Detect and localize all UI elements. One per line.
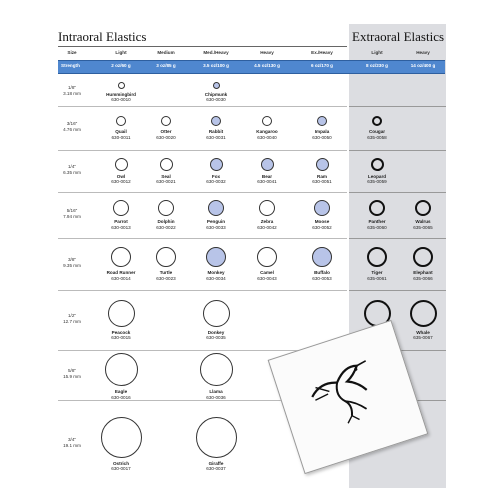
elastic-code: 630-0053 bbox=[312, 275, 332, 281]
elastic-name: Buffalo bbox=[314, 270, 330, 275]
elastic-code: 635-0067 bbox=[413, 335, 433, 341]
elastic-code: 630-0017 bbox=[111, 466, 131, 472]
elastic-ring bbox=[369, 200, 385, 216]
elastic-name: Eagle bbox=[114, 389, 128, 394]
elastic-ring bbox=[115, 158, 128, 171]
row-divider bbox=[349, 290, 446, 291]
elastic-name: Impala bbox=[314, 129, 330, 134]
size-mm: 15.9 mm bbox=[63, 374, 81, 379]
elastic-label bbox=[156, 219, 175, 230]
elastic-label bbox=[107, 270, 136, 281]
extraoral-title: Extraoral Elastics bbox=[352, 29, 445, 44]
elastic-label bbox=[111, 389, 130, 400]
elastic-ring bbox=[213, 82, 220, 89]
elastic-label bbox=[257, 219, 276, 230]
elastic-name: Rabbit bbox=[208, 129, 224, 134]
elastic-code: 630-0012 bbox=[111, 179, 131, 185]
elastic-name: Dolphin bbox=[157, 219, 175, 224]
elastic-name: Giraffe bbox=[208, 460, 224, 466]
row-divider bbox=[349, 106, 446, 107]
elastic-code: 635-0060 bbox=[367, 224, 387, 230]
elastic-label bbox=[206, 389, 225, 400]
column-header: Heavy bbox=[416, 50, 430, 55]
elastic-name: Elephant bbox=[413, 270, 433, 275]
elastic-code: 635-0058 bbox=[367, 134, 387, 140]
row-divider bbox=[58, 238, 347, 239]
elastic-name: Kangaroo bbox=[256, 129, 278, 134]
elastic-ring bbox=[158, 200, 174, 216]
elastic-code: 630-0051 bbox=[312, 179, 332, 185]
elastic-ring bbox=[314, 200, 330, 216]
elastic-ring bbox=[262, 116, 272, 126]
elastic-ring bbox=[118, 82, 125, 89]
elastic-code: 635-0065 bbox=[413, 224, 433, 230]
elastic-label bbox=[413, 219, 432, 230]
strength-value: 3.5 oz/100 g bbox=[203, 63, 229, 68]
elastic-ring bbox=[113, 200, 129, 216]
elastic-name: Seal bbox=[161, 173, 171, 179]
elastic-label bbox=[413, 330, 432, 341]
size-label bbox=[58, 313, 86, 325]
elastic-name: Leopard bbox=[367, 173, 387, 179]
elastic-name: Parrot bbox=[114, 219, 128, 224]
elastic-code: 630-0032 bbox=[206, 179, 226, 185]
size-mm: 19.1 mm bbox=[63, 443, 81, 448]
column-header: Size bbox=[67, 50, 77, 55]
elastic-ring bbox=[316, 158, 329, 171]
elastic-name: Whale bbox=[416, 329, 430, 335]
column-header: Ex./Heavy bbox=[311, 50, 333, 55]
elastic-label bbox=[205, 92, 227, 103]
elastic-label bbox=[257, 174, 276, 185]
elastic-name: Road Runner bbox=[106, 270, 136, 275]
elastic-code: 630-0014 bbox=[111, 275, 131, 281]
elastic-ring bbox=[317, 116, 327, 126]
elastic-label bbox=[156, 174, 175, 185]
elastic-ring bbox=[259, 200, 275, 216]
elastic-label bbox=[312, 129, 331, 140]
elastic-ring bbox=[257, 247, 277, 267]
size-mm: 9.35 mm bbox=[63, 263, 81, 268]
column-header: Heavy bbox=[260, 50, 274, 55]
elastic-ring bbox=[196, 417, 237, 458]
elastic-ring bbox=[413, 247, 433, 267]
elastic-ring bbox=[371, 158, 384, 171]
size-label bbox=[58, 164, 86, 176]
elastic-label bbox=[312, 219, 331, 230]
size-inch: 5/8" bbox=[67, 368, 77, 373]
elastic-code: 630-0037 bbox=[206, 466, 226, 472]
elastic-name: Penguin bbox=[206, 219, 226, 224]
size-label bbox=[58, 257, 86, 269]
elastic-label bbox=[111, 129, 130, 140]
size-mm: 3.18 mm bbox=[63, 91, 81, 96]
elastic-ring bbox=[105, 353, 138, 386]
elastic-name: Peacock bbox=[111, 329, 131, 335]
elastic-code: 630-0031 bbox=[206, 134, 226, 140]
elastic-label bbox=[367, 270, 386, 281]
column-header: Med./Heavy bbox=[203, 50, 229, 55]
size-inch: 3/8" bbox=[67, 257, 77, 262]
size-inch: 3/4" bbox=[67, 437, 77, 442]
size-label bbox=[58, 121, 86, 133]
elastic-ring bbox=[203, 300, 230, 327]
elastic-label bbox=[312, 270, 331, 281]
size-inch: 1/4" bbox=[67, 164, 77, 169]
elastic-ring bbox=[367, 247, 387, 267]
elastic-code: 630-0011 bbox=[111, 134, 131, 140]
elastic-code: 630-0022 bbox=[156, 224, 176, 230]
elastic-label bbox=[206, 129, 225, 140]
strength-value: 4.5 oz/130 g bbox=[254, 63, 280, 68]
elastic-name: Bear bbox=[261, 173, 273, 179]
size-mm: 7.94 mm bbox=[63, 214, 81, 219]
row-divider bbox=[58, 106, 347, 107]
elastic-code: 630-0010 bbox=[111, 97, 131, 103]
strength-label: Strength bbox=[61, 63, 80, 68]
elastic-label bbox=[413, 270, 432, 281]
elastic-name: Ram bbox=[317, 173, 327, 179]
size-inch: 1/8" bbox=[67, 85, 77, 90]
size-mm: 4.76 mm bbox=[63, 127, 81, 132]
elastic-code: 630-0040 bbox=[257, 134, 277, 140]
column-header: Light bbox=[371, 50, 383, 55]
row-divider bbox=[349, 192, 446, 193]
elastic-ring bbox=[210, 158, 223, 171]
elastic-name: Fox bbox=[211, 173, 221, 179]
elastic-code: 630-0021 bbox=[156, 179, 176, 185]
elastic-code: 630-0016 bbox=[111, 394, 131, 400]
elastic-code: 630-0034 bbox=[206, 275, 226, 281]
elastic-code: 630-0043 bbox=[257, 275, 277, 281]
elastic-ring bbox=[415, 200, 431, 216]
elastic-code: 630-0042 bbox=[257, 224, 277, 230]
elastic-label bbox=[206, 461, 225, 472]
elastic-label bbox=[367, 129, 386, 140]
elastic-code: 635-0059 bbox=[367, 179, 387, 185]
elastic-ring bbox=[111, 247, 131, 267]
elastic-label bbox=[156, 129, 175, 140]
elastic-label bbox=[367, 219, 386, 230]
elastic-label bbox=[257, 270, 276, 281]
elastic-ring bbox=[160, 158, 173, 171]
elastic-code: 630-0030 bbox=[206, 97, 226, 103]
size-inch: 3/16" bbox=[66, 121, 78, 126]
elastic-name: Moose bbox=[314, 219, 330, 224]
size-label bbox=[58, 368, 86, 380]
elastic-name: Hummingbird bbox=[106, 91, 136, 97]
elastic-ring bbox=[312, 247, 332, 267]
column-header: Light bbox=[115, 50, 127, 55]
elastic-ring bbox=[208, 200, 224, 216]
elastic-ring bbox=[116, 116, 126, 126]
intraoral-title: Intraoral Elastics bbox=[58, 29, 147, 44]
size-inch: 5/16" bbox=[66, 208, 78, 213]
elastic-name: Cougar bbox=[368, 129, 386, 134]
elastic-code: 630-0035 bbox=[206, 335, 226, 341]
elastic-name: Otter bbox=[160, 129, 172, 134]
elastic-ring bbox=[410, 300, 437, 327]
elastic-code: 630-0036 bbox=[206, 394, 226, 400]
strength-value: 8 oz/230 g bbox=[366, 63, 388, 68]
elastic-ring bbox=[261, 158, 274, 171]
size-inch: 1/2" bbox=[67, 313, 77, 318]
column-header: Medium bbox=[157, 50, 175, 55]
elastic-code: 630-0023 bbox=[156, 275, 176, 281]
elastic-name: Turtle bbox=[159, 270, 173, 275]
row-divider bbox=[349, 238, 446, 239]
elastic-label bbox=[206, 270, 225, 281]
elastic-name: Camel bbox=[260, 270, 274, 275]
elastic-label bbox=[111, 330, 130, 341]
elastic-ring bbox=[200, 353, 233, 386]
elastic-name: Quail bbox=[115, 129, 127, 134]
elastic-name: Walrus bbox=[415, 219, 431, 224]
elastic-code: 635-0066 bbox=[413, 275, 433, 281]
roadrunner-bird-icon bbox=[295, 346, 393, 437]
elastic-ring bbox=[161, 116, 171, 126]
elastic-label bbox=[206, 219, 225, 230]
elastic-ring bbox=[108, 300, 135, 327]
elastic-label bbox=[367, 174, 386, 185]
strength-value: 6 oz/170 g bbox=[311, 63, 333, 68]
strength-value: 2 oz/60 g bbox=[111, 63, 131, 68]
size-label bbox=[58, 208, 86, 220]
elastic-ring bbox=[101, 417, 142, 458]
elastic-label bbox=[156, 270, 175, 281]
row-divider bbox=[58, 192, 347, 193]
row-divider bbox=[58, 150, 347, 151]
row-divider bbox=[58, 290, 347, 291]
elastic-code: 630-0013 bbox=[111, 224, 131, 230]
elastic-name: Zebra bbox=[260, 219, 274, 224]
elastic-code: 635-0061 bbox=[367, 275, 387, 281]
elastic-name: Monkey bbox=[207, 270, 225, 275]
elastic-ring bbox=[211, 116, 221, 126]
elastic-label bbox=[256, 129, 277, 140]
size-label bbox=[58, 437, 86, 449]
strength-value: 14 oz/400 g bbox=[410, 63, 436, 68]
elastic-label bbox=[111, 174, 130, 185]
elastic-label bbox=[111, 219, 130, 230]
elastic-label bbox=[206, 174, 225, 185]
elastic-code: 630-0041 bbox=[257, 179, 277, 185]
elastic-ring bbox=[372, 116, 382, 126]
elastic-label bbox=[111, 461, 130, 472]
elastic-label bbox=[106, 92, 136, 103]
title-divider bbox=[58, 46, 347, 47]
elastic-ring bbox=[206, 247, 226, 267]
strength-value: 3 oz/85 g bbox=[156, 63, 176, 68]
elastic-code: 630-0015 bbox=[111, 335, 131, 341]
elastic-code: 630-0020 bbox=[156, 134, 176, 140]
size-mm: 12.7 mm bbox=[63, 319, 81, 324]
elastic-name: Donkey bbox=[207, 329, 225, 335]
elastic-name: Owl bbox=[116, 173, 126, 179]
row-divider bbox=[349, 150, 446, 151]
elastic-ring bbox=[156, 247, 176, 267]
elastic-code: 630-0050 bbox=[312, 134, 332, 140]
elastic-code: 630-0052 bbox=[312, 224, 332, 230]
elastic-name: Tiger bbox=[371, 270, 383, 275]
elastic-name: Panther bbox=[368, 219, 386, 224]
elastic-label bbox=[206, 330, 225, 341]
size-label bbox=[58, 85, 86, 97]
elastic-name: Chipmunk bbox=[204, 91, 228, 97]
elastic-name: Llama bbox=[209, 389, 223, 394]
elastic-code: 630-0033 bbox=[206, 224, 226, 230]
elastic-label bbox=[312, 174, 331, 185]
elastic-name: Ostrich bbox=[112, 460, 130, 466]
size-mm: 6.35 mm bbox=[63, 170, 81, 175]
